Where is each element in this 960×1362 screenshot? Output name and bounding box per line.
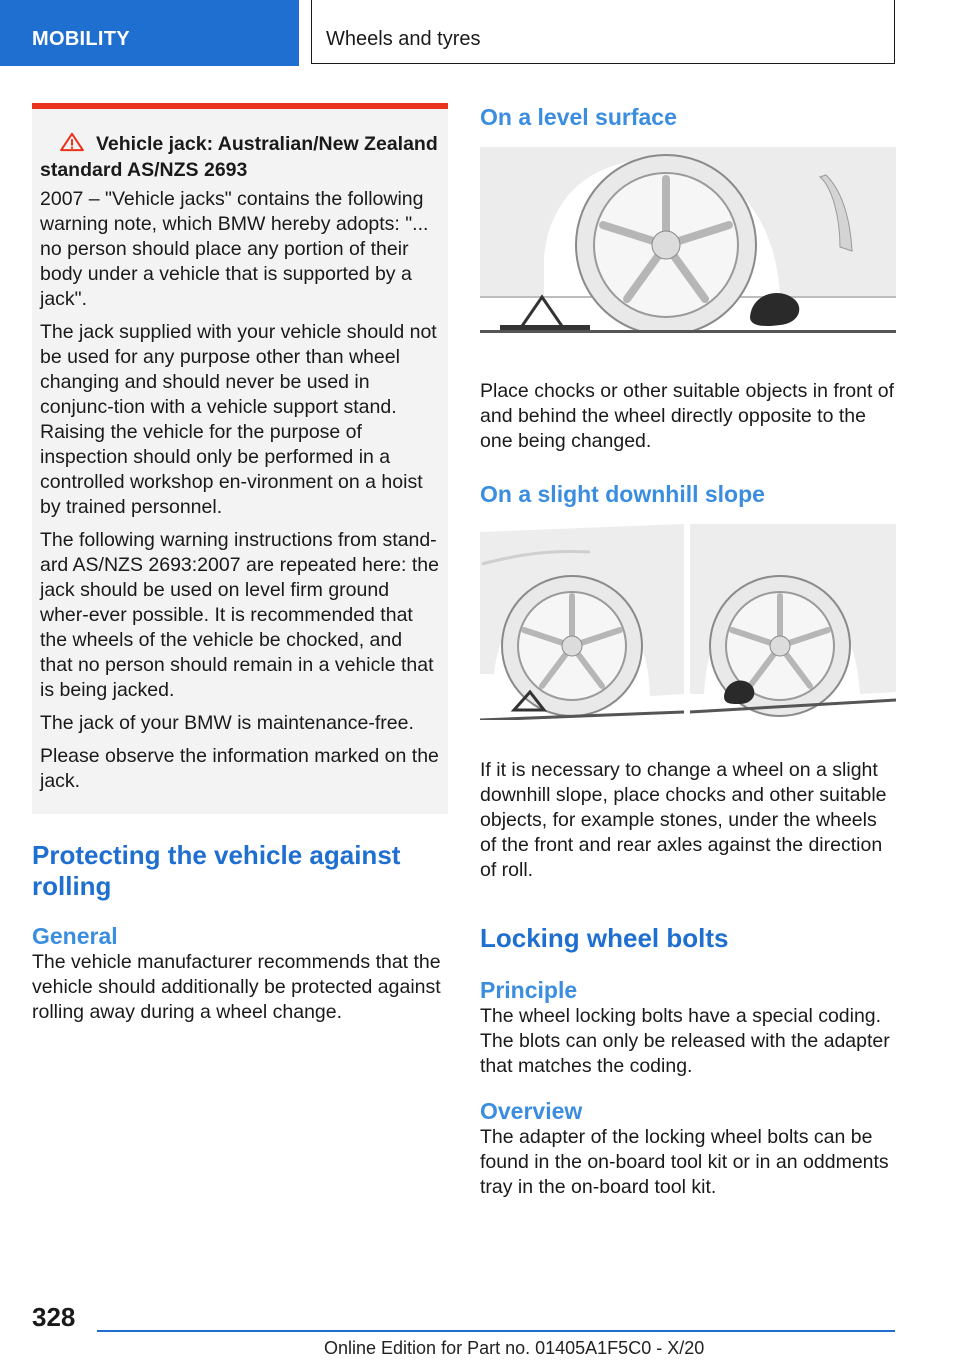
downhill-text: If it is necessary to change a wheel on a slight downhill slope, place chocks and other suitable objects, for example stones, under the wheels of the front and rear axles against the direction of roll. (480, 759, 887, 881)
chapter-title: Wheels and tyres (326, 28, 481, 50)
level-wheel-drawing (480, 147, 896, 333)
warning-title-row (40, 131, 440, 183)
general-heading: General (32, 923, 118, 949)
warning-paragraph: The jack of your BMW is maintenance-free. (40, 712, 414, 734)
protecting-heading: Protecting the vehicle against rolling (32, 840, 401, 901)
principle-text: The wheel locking bolts have a special coding. The blots can only be released with the adapter that matches the coding. (480, 1005, 890, 1077)
footer-edition: Online Edition for Part no. 01405A1F5C0 - X/20 (324, 1338, 705, 1358)
level-surface-illustration (480, 147, 896, 333)
warning-paragraph: 2007 – "Vehicle jacks" contains the following warning note, which BMW hereby adopts: "... no person should place any portion of their body under a vehicle that is supported by a jack". (40, 188, 429, 310)
figure-ground-line (480, 330, 896, 333)
overview-heading: Overview (480, 1098, 583, 1124)
footer-rule (97, 1330, 895, 1332)
warning-paragraph: Please observe the information marked on the jack. (40, 745, 439, 792)
downhill-wheels-drawing (480, 524, 896, 720)
warning-triangle-icon (58, 132, 86, 152)
warning-box (32, 103, 448, 814)
principle-heading: Principle (480, 977, 578, 1003)
locking-heading: Locking wheel bolts (480, 923, 729, 953)
warning-paragraph: The jack supplied with your vehicle should not be used for any purpose other than wheel changing and should never be used in conjunc-tion with a vehicle support stand. Raising the vehicle for the purpose of inspection should only be performed in a controlled workshop en-vironment on a hoist by trained personnel. (40, 321, 437, 518)
downhill-slope-illustration (480, 524, 896, 720)
overview-text: The adapter of the locking wheel bolts can be found in the on-board tool kit or in an oddments tray in the on-board tool kit. (480, 1126, 889, 1198)
header-chapter-tab (311, 0, 895, 64)
downhill-heading: On a slight downhill slope (480, 481, 765, 507)
left-column (32, 103, 448, 1025)
warning-title: Vehicle jack: Australian/New Zealand standard AS/NZS 2693 (40, 133, 438, 181)
level-text: Place chocks or other suitable objects in front of and behind the wheel directly opposite to the one being changed. (480, 380, 895, 452)
warning-paragraph: The following warning instructions from stand-ard AS/NZS 2693:2007 are repeated here: the jack should be used on level firm ground wher-ever possible. It is recommended that the wheels of the vehicle be chocked, and that no person should remain in a vehicle that is being jacked. (40, 529, 439, 701)
level-heading: On a level surface (480, 104, 677, 130)
header-section-tab (0, 0, 299, 66)
general-text: The vehicle manufacturer recommends that the vehicle should additionally be protected against rolling away during a wheel change. (32, 951, 441, 1023)
section-title: MOBILITY (32, 28, 130, 50)
right-column (480, 103, 896, 1200)
page-number: 328 (32, 1302, 76, 1332)
